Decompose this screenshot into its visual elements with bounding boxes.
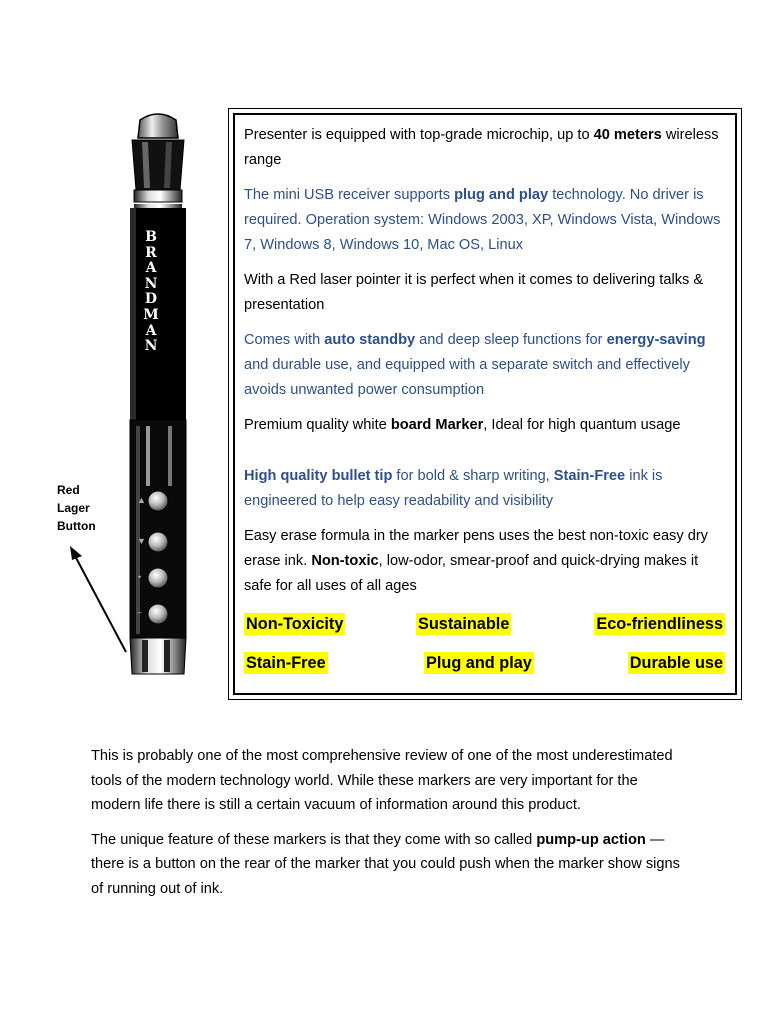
brand-letter: N — [144, 275, 158, 292]
tag-durable-use: Durable use — [629, 654, 723, 672]
feature-paragraph-usb: The mini USB receiver supports plug and play technology. No driver is required. Operation system: Windows 2003, XP, Windows Vista, Windows 7, Windows 8, Windows 10, Mac OS, Linux — [244, 187, 721, 253]
callout-line: Red — [57, 483, 80, 497]
feature-paragraph-marker: Premium quality white board Marker, Ideal for high quantum usage — [244, 417, 681, 433]
brand-letter: B — [145, 229, 157, 245]
brand-letter: D — [144, 291, 158, 308]
brand-letter: M — [143, 306, 159, 323]
review-paragraph-intro: This is probably one of the most comprehensive review of one of the most underestimated tools of the modern technology world. While these markers are very important for the modern life there is still a certain vacuum of information around this product. — [91, 748, 673, 813]
tag-sustainable: Sustainable — [418, 615, 510, 633]
feature-paragraph-standby: Comes with auto standby and deep sleep functions for energy-saving and durable use, and equipped with a separate switch and effectively avoids unwanted power consumption — [244, 332, 706, 398]
tag-plug-and-play: Plug and play — [426, 654, 532, 672]
feature-paragraph-laser: With a Red laser pointer it is perfect when it comes to delivering talks & presentation — [244, 272, 704, 313]
feature-tags — [244, 613, 727, 693]
tag-non-toxicity: Non-Toxicity — [246, 615, 344, 633]
pen-illustration — [118, 108, 198, 688]
callout-line: Button — [57, 519, 96, 533]
tag-stain-free: Stain-Free — [246, 654, 326, 672]
callout-line: Lager — [57, 501, 90, 515]
button-down-glyph: ▼ — [137, 536, 146, 546]
tag-eco-friendliness: Eco-friendliness — [596, 615, 723, 633]
review-body — [91, 744, 691, 901]
feature-box — [228, 108, 742, 700]
button-up-glyph: ▲ — [137, 495, 146, 505]
feature-paragraph-erase: Easy erase formula in the marker pens uses the best non-toxic easy dry erase ink. Non-toxic, low-odor, smear-proof and quick-drying makes it safe for all uses of all ages — [244, 528, 708, 594]
brand-letter: A — [145, 260, 157, 277]
callout-arrow — [60, 540, 130, 660]
button-dot-glyph: • — [138, 572, 142, 582]
pen-drawing — [118, 108, 198, 688]
brand-letter: A — [145, 322, 157, 339]
brand-letter: N — [144, 338, 158, 355]
feature-paragraph-tip: High quality bullet tip for bold & sharp writing, Stain-Free ink is engineered to help easy readability and visibility — [244, 468, 663, 509]
button-dash-glyph: – — [137, 607, 143, 617]
feature-box-inner — [233, 113, 737, 695]
laser-button-callout — [57, 481, 96, 535]
brand-letter: R — [145, 244, 157, 261]
review-paragraph-pump-up: The unique feature of these markers is that they come with so called pump-up action — there is a button on the rear of the marker that you could push when the marker show signs of running out of ink. — [91, 831, 680, 897]
pen-brand-text — [136, 230, 166, 355]
feature-paragraph-range: Presenter is equipped with top-grade microchip, up to 40 meters wireless range — [244, 127, 719, 168]
